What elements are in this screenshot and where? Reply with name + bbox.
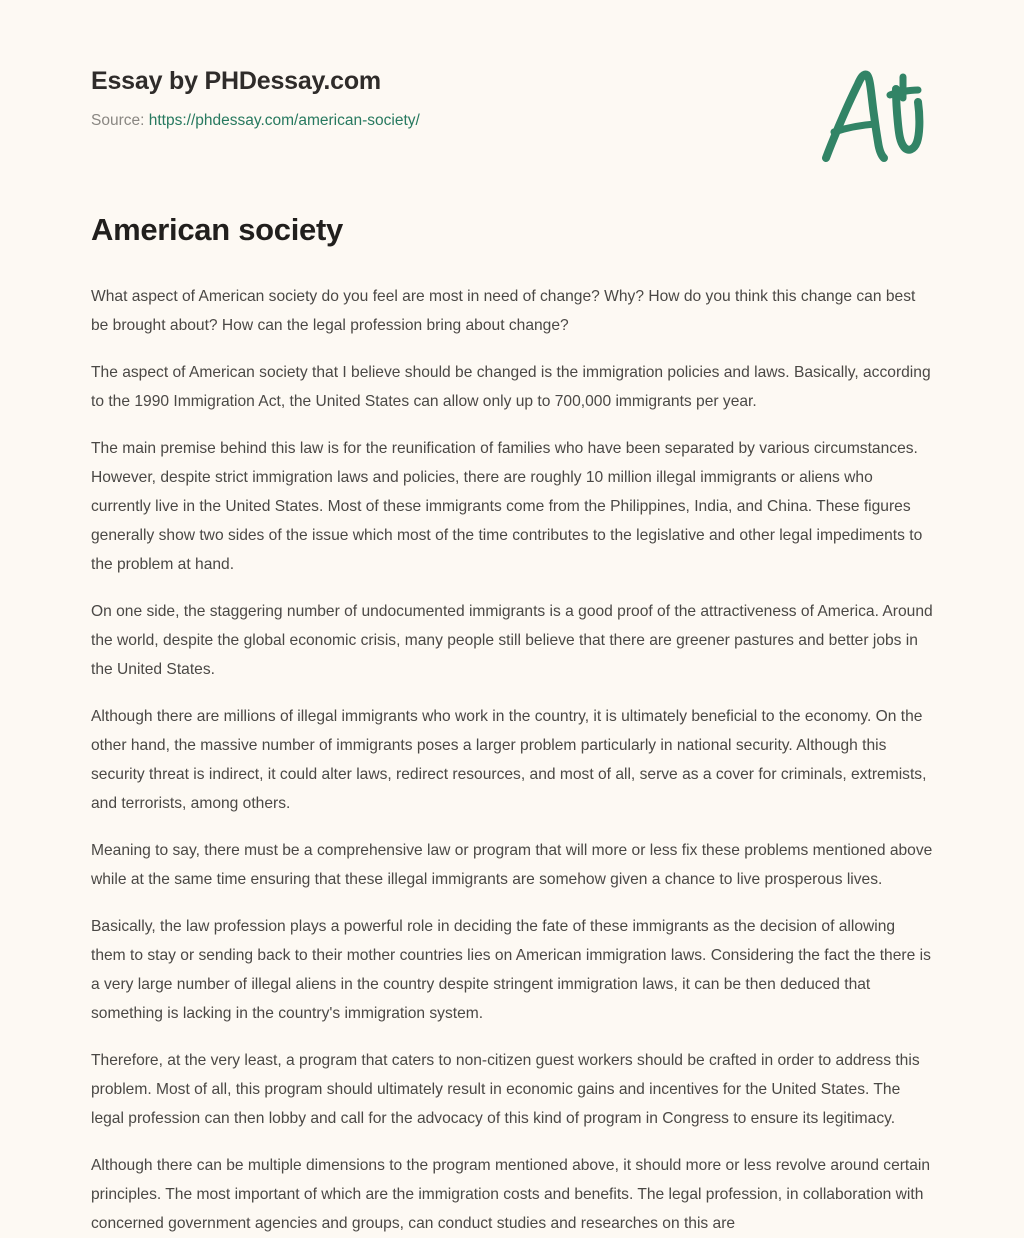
- paragraph: Meaning to say, there must be a comprehensive law or program that will more or less fix these problems mentioned above while at the same time ensuring that these illegal immigrants are somehow given a chance to live prosperous lives.: [91, 841, 933, 888]
- page-title: American society: [91, 212, 343, 247]
- paragraph: What aspect of American society do you feel are most in need of change? Why? How do you think this change can best be brought about? How can the legal profession bring about change?: [91, 287, 916, 334]
- source-link[interactable]: https://phdessay.com/american-society/: [148, 111, 420, 129]
- source-line: [91, 112, 933, 131]
- paragraph: Basically, the law profession plays a powerful role in deciding the fate of these immigrants as the decision of allowing them to stay or sending back to their mother countries lies on American immigration laws. Considering the fact the there is a very large number of illegal aliens in the country despite stringent immigration laws, it can be then deduced that something is lacking in the country's immigration system.: [91, 917, 931, 1022]
- paragraph: On one side, the staggering number of undocumented immigrants is a good proof of the attractiveness of America. Around the world, despite the global economic crisis, many people still believe that there are greener pastures and better jobs in the United States.: [91, 602, 933, 678]
- paragraph: Although there can be multiple dimensions to the program mentioned above, it should more or less revolve around certain principles. The most important of which are the immigration costs and benefits. The legal profession, in collaboration with concerned government agencies and groups, can conduct studies and researches on this are: [91, 1156, 931, 1232]
- paragraph: Therefore, at the very least, a program that caters to non-citizen guest workers should be crafted in order to address this problem. Most of all, this program should ultimately result in economic gains and incentives for the United States. The legal profession can then lobby and call for the advocacy of this kind of program in Congress to ensure its legitimacy.: [91, 1051, 920, 1127]
- brand-title: Essay by PHDessay.com: [91, 67, 381, 95]
- a-plus-logo-icon: [812, 62, 932, 172]
- source-label: Source:: [91, 111, 145, 129]
- paragraph: Although there are millions of illegal immigrants who work in the country, it is ultimately beneficial to the economy. On the other hand, the massive number of immigrants poses a larger problem particularly in national security. Although this security threat is indirect, it could alter laws, redirect resources, and most of all, serve as a cover for criminals, extremists, and terrorists, among others.: [91, 707, 927, 812]
- paragraph: The main premise behind this law is for the reunification of families who have been separated by various circumstances. However, despite strict immigration laws and policies, there are roughly 10 million illegal immigrants or aliens who currently live in the United States. Most of these immigrants come from the Philippines, India, and China. These figures generally show two sides of the issue which most of the time contributes to the legislative and other legal impediments to the problem at hand.: [91, 439, 923, 573]
- essay-body: [0, 248, 1024, 1238]
- paragraph: The aspect of American society that I believe should be changed is the immigration policies and laws. Basically, according to the 1990 Immigration Act, the United States can allow only up to 700,000 immigrants per year.: [91, 363, 931, 410]
